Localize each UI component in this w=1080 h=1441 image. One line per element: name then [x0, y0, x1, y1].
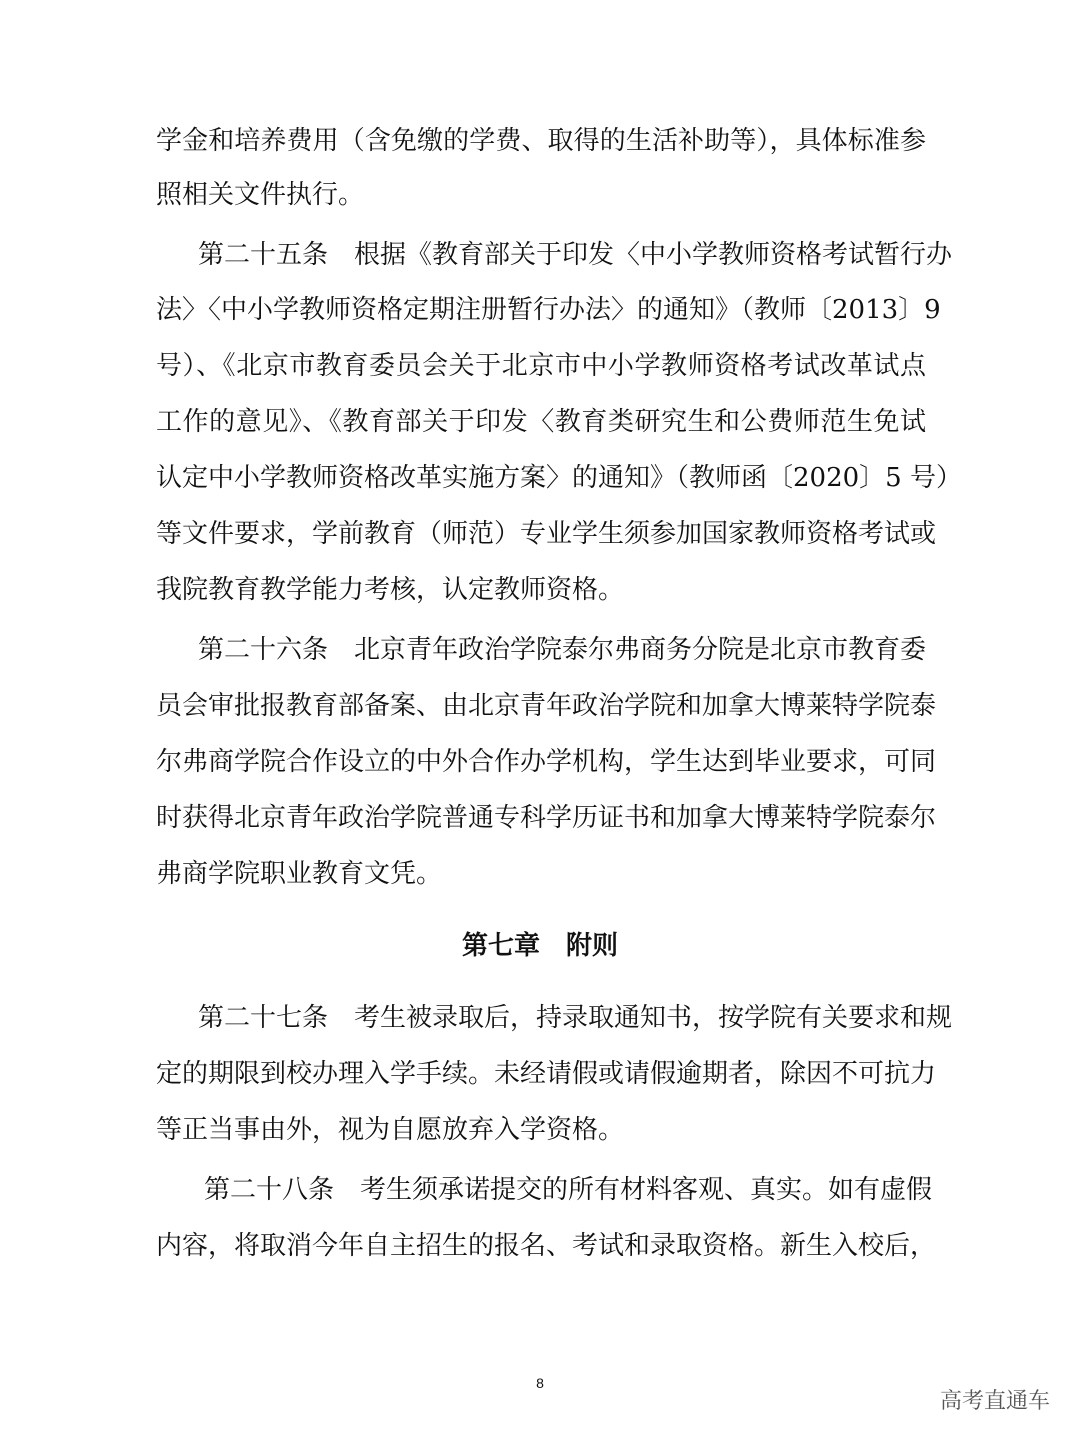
watermark-label: 高考直通车 [939, 1389, 1050, 1414]
body-line: 号）、《北京市教育委员会关于北京市中小学教师资格考试改革试点 [156, 351, 926, 381]
body-line: 等文件要求，学前教育（师范）专业学生须参加国家教师资格考试或 [156, 519, 937, 549]
article-26-line: 第二十六条 北京青年政治学院泰尔弗商务分院是北京市教育委 [198, 635, 927, 665]
body-line: 照相关文件执行。 [156, 180, 365, 210]
article-27-line: 第二十七条 考生被录取后，持录取通知书，按学院有关要求和规 [198, 1003, 953, 1033]
chapter-heading: 第七章 附则 [461, 931, 618, 961]
body-line: 尔弗商学院合作设立的中外合作办学机构，学生达到毕业要求，可同 [156, 747, 937, 777]
page-number: 8 [536, 1375, 544, 1391]
article-28-line: 第二十八条 考生须承诺提交的所有材料客观、真实。如有虚假 [204, 1175, 933, 1205]
body-line: 学金和培养费用（含免缴的学费、取得的生活补助等），具体标准参 [156, 126, 926, 156]
body-line: 等正当事由外，视为自愿放弃入学资格。 [156, 1115, 625, 1145]
body-line: 认定中小学教师资格改革实施方案〉的通知》（教师函〔2020〕5 号） [156, 463, 962, 493]
body-line: 时获得北京青年政治学院普通专科学历证书和加拿大博莱特学院泰尔 [156, 803, 937, 833]
body-line: 弗商学院职业教育文凭。 [156, 859, 443, 889]
body-line: 工作的意见》、《教育部关于印发〈教育类研究生和公费师范生免试 [156, 407, 926, 437]
body-line: 法〉〈中小学教师资格定期注册暂行办法〉的通知》（教师〔2013〕9 [156, 295, 941, 325]
body-line: 我院教育教学能力考核，认定教师资格。 [156, 575, 625, 605]
article-25-line: 第二十五条 根据《教育部关于印发〈中小学教师资格考试暂行办 [198, 240, 953, 270]
body-line: 员会审批报教育部备案、由北京青年政治学院和加拿大博莱特学院泰 [156, 691, 937, 721]
body-line: 内容，将取消今年自主招生的报名、考试和录取资格。新生入校后， [156, 1231, 937, 1261]
body-line: 定的期限到校办理入学手续。未经请假或请假逾期者，除因不可抗力 [156, 1059, 937, 1089]
